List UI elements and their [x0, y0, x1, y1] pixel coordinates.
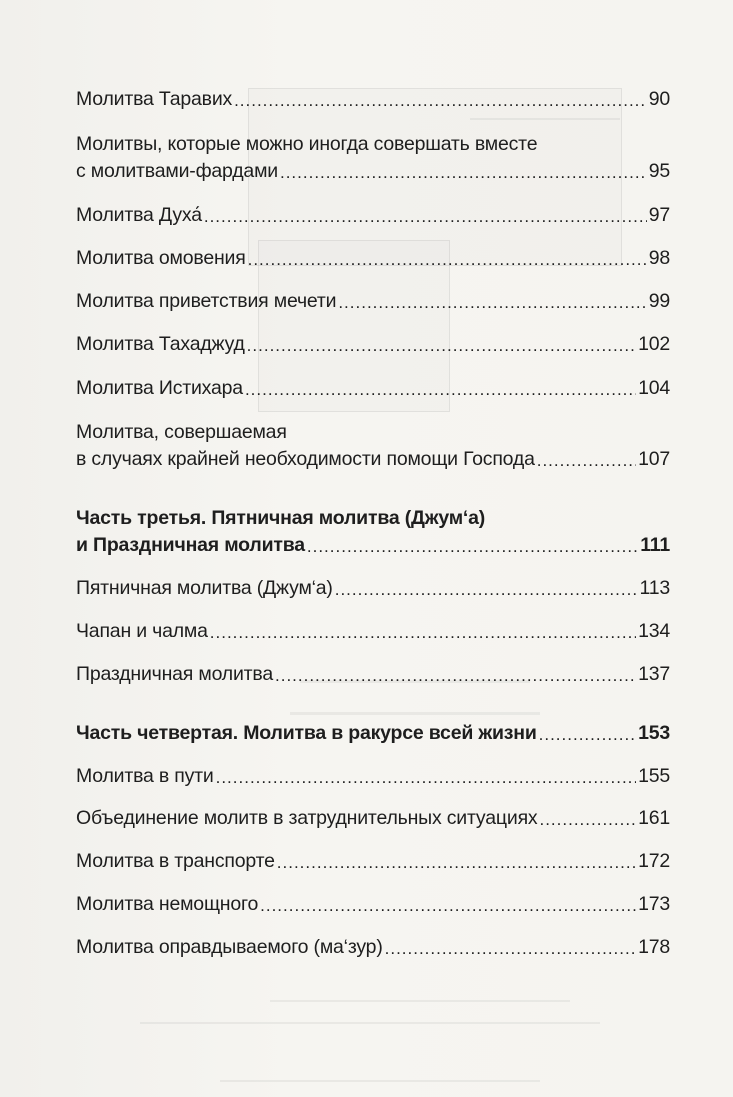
- toc-entry-title-line1: Часть третья. Пятничная молитва (Джум‘а): [76, 507, 486, 529]
- toc-entry: [76, 805, 670, 832]
- toc-entry-title: Часть четвертая. Молитва в ракурсе всей жизни: [76, 722, 537, 744]
- dot-leader: [204, 203, 647, 223]
- toc-entry-title: Молитва немощного: [76, 893, 259, 915]
- toc-entry-page: 97: [648, 204, 670, 226]
- dot-leader: [539, 806, 636, 826]
- toc-entry: [76, 575, 670, 602]
- dot-leader: [338, 289, 646, 309]
- toc-entry-title-line1: Молитва, совершаемая: [76, 421, 287, 443]
- toc-entry-page: 104: [638, 377, 670, 399]
- toc-entry-title: в случаях крайней необходимости помощи Господа: [76, 448, 535, 470]
- toc-entry: [76, 202, 670, 229]
- dot-leader: [234, 87, 647, 107]
- toc-entry-title: Молитва омовения: [76, 247, 246, 269]
- toc-entry: [76, 891, 670, 918]
- dot-leader: [277, 849, 636, 869]
- dot-leader: [280, 159, 647, 179]
- toc-entry-page: 134: [638, 620, 670, 642]
- toc-entry: [76, 661, 670, 688]
- toc-entry-page: 98: [648, 247, 670, 269]
- dot-leader: [335, 576, 638, 596]
- dot-leader: [307, 533, 638, 553]
- dot-leader: [247, 332, 636, 352]
- toc-entry-title: Молитва в пути: [76, 765, 214, 787]
- dot-leader: [537, 447, 636, 467]
- dot-leader: [385, 935, 636, 955]
- toc-entry-page: 173: [638, 893, 670, 915]
- toc-entry-page: 155: [638, 765, 670, 787]
- toc-entry-title: Молитва Тахаджуд: [76, 333, 245, 355]
- toc-entry-page: 178: [638, 936, 670, 958]
- toc-entry: [76, 288, 670, 315]
- toc-entry-page: 137: [638, 663, 670, 685]
- toc-entry-title: Молитва оправдываемого (ма‘зур): [76, 936, 383, 958]
- toc-entry-title: Молитва Таравих: [76, 88, 233, 110]
- toc-entry: [76, 245, 670, 272]
- show-through-line: [270, 1000, 570, 1002]
- toc-part-heading: [76, 720, 670, 747]
- dot-leader: [216, 764, 636, 784]
- toc-entry-page: 153: [638, 722, 670, 744]
- dot-leader: [210, 619, 636, 639]
- toc-entry-title: Чапан и чалма: [76, 620, 208, 642]
- toc-entry-title: Молитва в транспорте: [76, 850, 275, 872]
- show-through-line: [220, 1080, 540, 1082]
- toc-entry: [76, 934, 670, 961]
- show-through-line: [140, 1022, 600, 1024]
- toc-entry: [76, 763, 670, 790]
- toc-entry-page: 107: [638, 448, 670, 470]
- toc-entry: [76, 331, 670, 358]
- toc-entry-page: 172: [638, 850, 670, 872]
- toc-entry-title: Объединение молитв в затруднительных ситуациях: [76, 807, 538, 829]
- toc-entry-title: Молитва приветствия мечети: [76, 290, 337, 312]
- toc-entry-title: и Праздничная молитва: [76, 534, 305, 556]
- toc-entry-title: с молитвами-фардами: [76, 160, 278, 182]
- toc-entry: [76, 86, 670, 113]
- dot-leader: [245, 376, 636, 396]
- toc-entry-title-line1: Молитвы, которые можно иногда совершать вместе: [76, 133, 538, 155]
- toc-entry-page: 161: [638, 807, 670, 829]
- toc-entry: [76, 618, 670, 645]
- toc-entry-title: Праздничная молитва: [76, 663, 273, 685]
- toc-entry: [76, 131, 670, 185]
- toc-entry: [76, 375, 670, 402]
- toc-entry-page: 111: [640, 534, 670, 556]
- dot-leader: [260, 892, 636, 912]
- toc-entry-page: 90: [648, 88, 670, 110]
- toc-part-heading: [76, 505, 670, 559]
- toc-entry: [76, 848, 670, 875]
- toc-entry: [76, 419, 670, 473]
- table-of-contents: [76, 86, 670, 961]
- toc-entry-page: 113: [639, 577, 670, 599]
- toc-entry-page: 102: [638, 333, 670, 355]
- dot-leader: [275, 662, 636, 682]
- toc-entry-title: Молитва Истихара: [76, 377, 243, 399]
- toc-entry-page: 95: [648, 160, 670, 182]
- toc-entry-title: Молитва Духа́: [76, 204, 202, 226]
- dot-leader: [539, 721, 636, 741]
- toc-entry-page: 99: [648, 290, 670, 312]
- dot-leader: [248, 246, 647, 266]
- toc-entry-title: Пятничная молитва (Джум‘а): [76, 577, 333, 599]
